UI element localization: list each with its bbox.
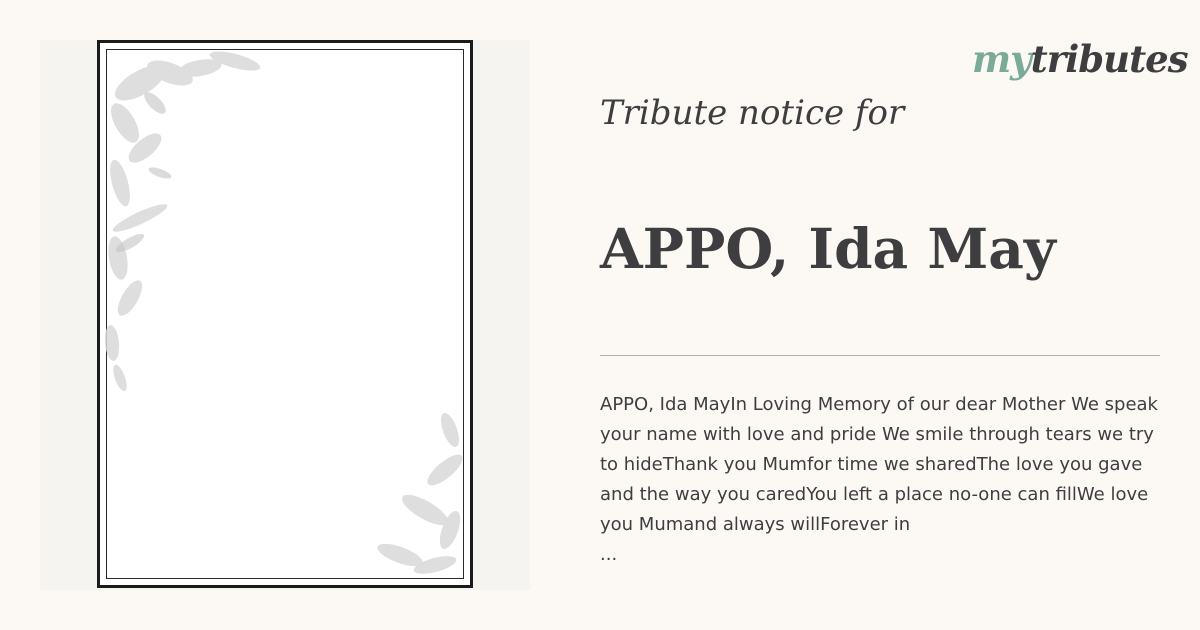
deceased-name: APPO, Ida May (600, 216, 1056, 281)
logo-prefix: my (972, 37, 1031, 81)
notice-card-inner-border (106, 49, 464, 579)
notice-card (97, 40, 473, 588)
logo-suffix: tributes (1030, 37, 1188, 81)
divider (600, 355, 1160, 356)
mytributes-logo[interactable] (972, 34, 1188, 84)
notice-excerpt: APPO, Ida MayIn Loving Memory of our dear Mother We speak your name with love and pride We smile through tears we try to hideThank you Mumfor time we sharedThe love you gave and the way you caredYou left a place no-one can fillWe love you Mumand always willForever in (600, 394, 1158, 535)
excerpt-ellipsis: ... (600, 544, 618, 565)
notice-subtitle: Tribute notice for (600, 93, 905, 133)
